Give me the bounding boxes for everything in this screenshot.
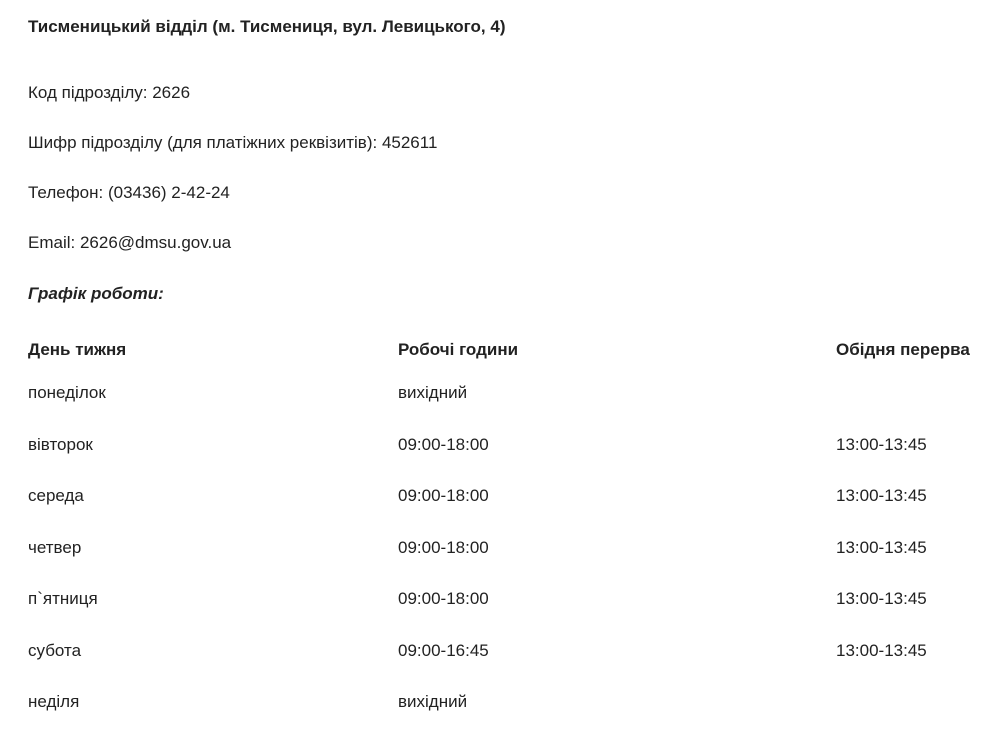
day-cell: понеділок [28,383,106,402]
day-cell: вівторок [28,434,93,454]
hours-cell: 09:00-18:00 [398,537,489,557]
table-row [28,682,988,734]
table-row [28,528,988,580]
office-heading: Тисменицький відділ (м. Тисмениця, вул. Левицького, 4) [28,17,506,36]
day-cell: п`ятниця [28,589,98,608]
break-cell: 13:00-13:45 [836,537,927,557]
day-cell: неділя [28,692,80,711]
hours-cell: 09:00-18:00 [398,486,489,505]
phone-number: Телефон: (03436) 2-42-24 [28,183,230,202]
break-cell: 13:00-13:45 [836,486,927,505]
column-header-break: Обідня перерва [836,340,970,359]
day-cell: четвер [28,537,82,557]
break-cell: 13:00-13:45 [836,434,927,454]
hours-cell: вихідний [398,692,468,711]
hours-cell: 09:00-16:45 [398,640,489,660]
table-row [28,631,988,683]
day-cell: середа [28,486,84,505]
table-row [28,425,988,477]
hours-cell: 09:00-18:00 [398,434,489,454]
day-cell: субота [28,640,82,660]
break-cell: 13:00-13:45 [836,589,927,608]
break-cell: 13:00-13:45 [836,640,927,660]
schedule-header-row [28,330,988,373]
hours-cell: 09:00-18:00 [398,589,489,608]
hours-cell: вихідний [398,383,468,402]
table-row [28,579,988,631]
schedule-table [28,330,988,734]
table-row [28,476,988,528]
column-header-hours: Робочі години [398,340,519,359]
unit-cipher: Шифр підрозділу (для платіжних реквізитів): 452611 [28,133,438,152]
email-address: Email: 2626@dmsu.gov.ua [28,233,232,252]
table-row [28,373,988,425]
unit-code: Код підрозділу: 2626 [28,83,191,102]
schedule-title: Графік роботи: [28,284,164,303]
column-header-day: День тижня [28,340,127,359]
